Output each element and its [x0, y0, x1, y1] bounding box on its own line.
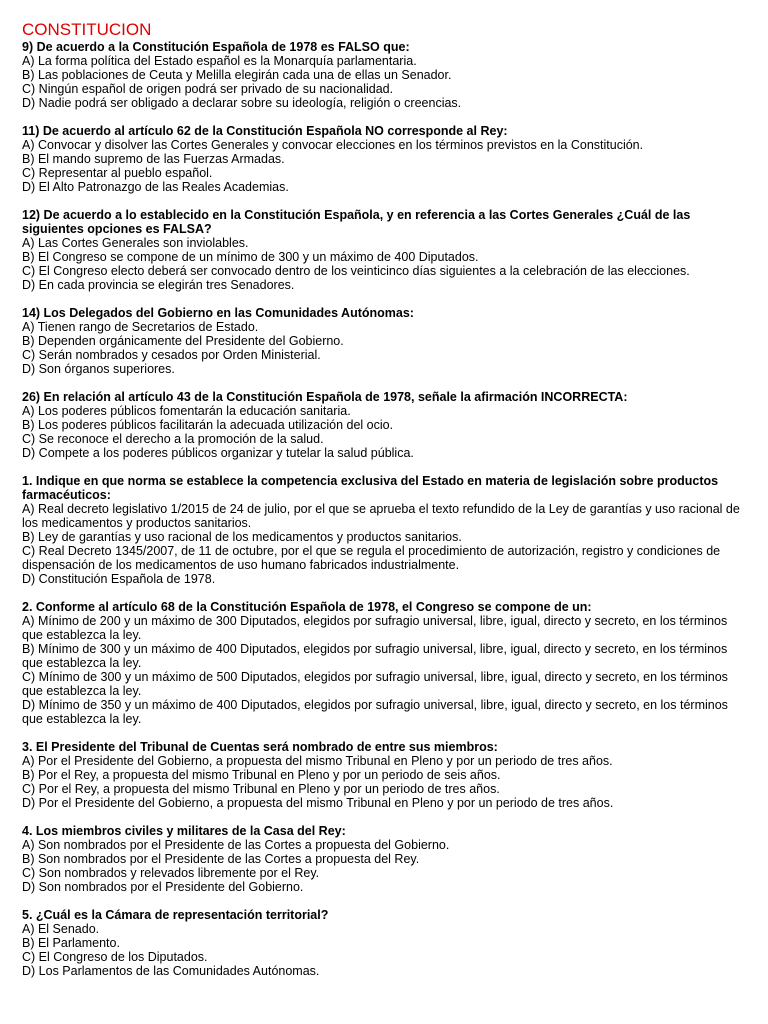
question-text: 12) De acuerdo a lo establecido en la Constitución Española, y en referencia a las Cortes Generales ¿Cuál de las siguientes opciones es FALSA?	[22, 208, 691, 236]
question-text: 3. El Presidente del Tribunal de Cuentas será nombrado de entre sus miembros:	[22, 740, 498, 754]
question-block	[22, 740, 746, 810]
answer-option: A) La forma política del Estado español es la Monarquía parlamentaria.	[22, 54, 417, 68]
question-block	[22, 600, 746, 726]
answer-option: B) Las poblaciones de Ceuta y Melilla elegirán cada una de ellas un Senador.	[22, 68, 452, 82]
question-block	[22, 306, 746, 376]
question-block	[22, 474, 746, 586]
answer-option: D) Mínimo de 350 y un máximo de 400 Diputados, elegidos por sufragio universal, libre, igual, directo y secreto, en los términos que establezca la ley.	[22, 698, 728, 726]
answer-option: C) Son nombrados y relevados libremente por el Rey.	[22, 866, 320, 880]
question-block	[22, 824, 746, 894]
question-block	[22, 208, 746, 292]
answer-option: A) Por el Presidente del Gobierno, a propuesta del mismo Tribunal en Pleno y por un periodo de tres años.	[22, 754, 613, 768]
question-block	[22, 40, 746, 110]
answer-option: C) El Congreso electo deberá ser convocado dentro de los veinticinco días siguientes a la celebración de las elecciones.	[22, 264, 690, 278]
answer-option: D) Son órganos superiores.	[22, 362, 175, 376]
answer-option: A) Los poderes públicos fomentarán la educación sanitaria.	[22, 404, 351, 418]
answer-option: D) El Alto Patronazgo de las Reales Academias.	[22, 180, 289, 194]
answer-option: C) Representar al pueblo español.	[22, 166, 213, 180]
answer-option: A) El Senado.	[22, 922, 100, 936]
question-block	[22, 124, 746, 194]
answer-option: B) Los poderes públicos facilitarán la adecuada utilización del ocio.	[22, 418, 394, 432]
question-text: 5. ¿Cuál es la Cámara de representación territorial?	[22, 908, 329, 922]
answer-option: D) Son nombrados por el Presidente del Gobierno.	[22, 880, 304, 894]
answer-option: B) Mínimo de 300 y un máximo de 400 Diputados, elegidos por sufragio universal, libre, igual, directo y secreto, en los términos que establezca la ley.	[22, 642, 728, 670]
answer-option: C) Real Decreto 1345/2007, de 11 de octubre, por el que se regula el procedimiento de autorización, registro y condiciones de dispensación de los medicamentos de uso humano fabricados industrialmente.	[22, 544, 721, 572]
question-text: 1. Indique en que norma se establece la competencia exclusiva del Estado en materia de legislación sobre productos farmacéuticos:	[22, 474, 719, 502]
question-text: 11) De acuerdo al artículo 62 de la Constitución Española NO corresponde al Rey:	[22, 124, 508, 138]
answer-option: C) El Congreso de los Diputados.	[22, 950, 208, 964]
question-text: 9) De acuerdo a la Constitución Española de 1978 es FALSO que:	[22, 40, 410, 54]
answer-option: B) Dependen orgánicamente del Presidente del Gobierno.	[22, 334, 344, 348]
answer-option: C) Ningún español de origen podrá ser privado de su nacionalidad.	[22, 82, 394, 96]
answer-option: B) El Congreso se compone de un mínimo de 300 y un máximo de 400 Diputados.	[22, 250, 479, 264]
answer-option: A) Son nombrados por el Presidente de las Cortes a propuesta del Gobierno.	[22, 838, 450, 852]
answer-option: B) El Parlamento.	[22, 936, 120, 950]
question-block	[22, 390, 746, 460]
answer-option: B) Por el Rey, a propuesta del mismo Tribunal en Pleno y por un periodo de seis años.	[22, 768, 501, 782]
document-title: CONSTITUCION	[22, 20, 152, 39]
answer-option: D) Los Parlamentos de las Comunidades Autónomas.	[22, 964, 320, 978]
answer-option: C) Se reconoce el derecho a la promoción de la salud.	[22, 432, 324, 446]
answer-option: C) Serán nombrados y cesados por Orden Ministerial.	[22, 348, 321, 362]
answer-option: B) El mando supremo de las Fuerzas Armadas.	[22, 152, 285, 166]
answer-option: A) Convocar y disolver las Cortes Generales y convocar elecciones en los términos previstos en la Constitución.	[22, 138, 644, 152]
answer-option: D) En cada provincia se elegirán tres Senadores.	[22, 278, 295, 292]
answer-option: D) Por el Presidente del Gobierno, a propuesta del mismo Tribunal en Pleno y por un periodo de tres años.	[22, 796, 614, 810]
answer-option: B) Son nombrados por el Presidente de las Cortes a propuesta del Rey.	[22, 852, 420, 866]
answer-option: A) Tienen rango de Secretarios de Estado.	[22, 320, 259, 334]
answer-option: D) Nadie podrá ser obligado a declarar sobre su ideología, religión o creencias.	[22, 96, 462, 110]
question-text: 2. Conforme al artículo 68 de la Constitución Española de 1978, el Congreso se compone de un:	[22, 600, 592, 614]
question-text: 26) En relación al artículo 43 de la Constitución Española de 1978, señale la afirmación INCORRECTA:	[22, 390, 628, 404]
answer-option: B) Ley de garantías y uso racional de los medicamentos y productos sanitarios.	[22, 530, 462, 544]
question-text: 4. Los miembros civiles y militares de la Casa del Rey:	[22, 824, 346, 838]
answer-option: A) Mínimo de 200 y un máximo de 300 Diputados, elegidos por sufragio universal, libre, igual, directo y secreto, en los términos que establezca la ley.	[22, 614, 728, 642]
answer-option: A) Las Cortes Generales son inviolables.	[22, 236, 249, 250]
answer-option: C) Mínimo de 300 y un máximo de 500 Diputados, elegidos por sufragio universal, libre, igual, directo y secreto, en los términos que establezca la ley.	[22, 670, 728, 698]
answer-option: D) Constitución Española de 1978.	[22, 572, 216, 586]
answer-option: C) Por el Rey, a propuesta del mismo Tribunal en Pleno y por un periodo de tres años.	[22, 782, 500, 796]
answer-option: D) Compete a los poderes públicos organizar y tutelar la salud pública.	[22, 446, 414, 460]
question-text: 14) Los Delegados del Gobierno en las Comunidades Autónomas:	[22, 306, 414, 320]
question-block	[22, 908, 746, 978]
answer-option: A) Real decreto legislativo 1/2015 de 24 de julio, por el que se aprueba el texto refundido de la Ley de garantías y uso racional de los medicamentos y productos sanitarios.	[22, 502, 740, 530]
